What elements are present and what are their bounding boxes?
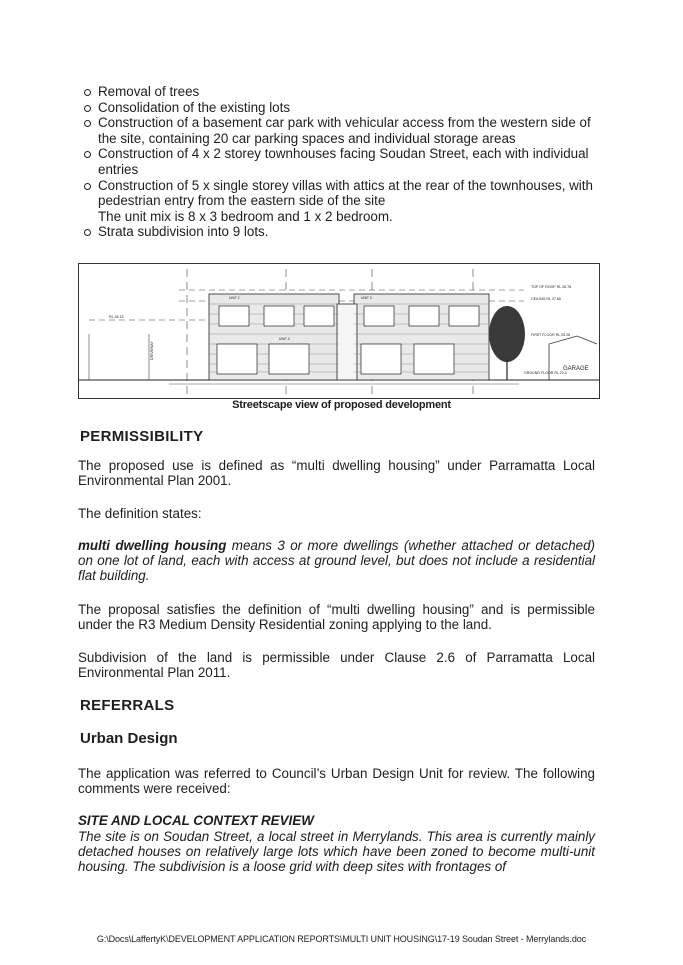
referrals-para-1: The application was referred to Council’s Urban Design Unit for review. The following comments were received: xyxy=(78,766,595,796)
label-left-rl: RL 28.15 xyxy=(109,315,124,319)
bullet-item: Construction of 4 x 2 storey townhouses facing Soudan Street, each with individual entries xyxy=(76,146,606,177)
label-ceiling: CEILING RL 27.65 xyxy=(531,297,561,301)
definition-term: multi dwelling housing xyxy=(78,538,227,553)
permissibility-para-1: The proposed use is defined as “multi dwelling housing” under Parramatta Local Environmental Plan 2001. xyxy=(78,458,595,488)
bullet-item: Removal of trees xyxy=(76,84,606,100)
bullet-item: Consolidation of the existing lots xyxy=(76,100,606,116)
bullet-item: Construction of 5 x single storey villas with attics at the rear of the townhouses, with pedestrian entry from the eastern side of the site xyxy=(76,178,606,209)
document-file-path: G:\Docs\LaffertyK\DEVELOPMENT APPLICATION REPORTS\MULTI UNIT HOUSING\17-19 Soudan Street - Merrylands.doc xyxy=(96,934,587,944)
bullet-item: Construction of a basement car park with vehicular access from the western side of the site, containing 20 car parking spaces and individual storage areas xyxy=(76,115,606,146)
label-top-of-roof: TOP OF ROOF RL 28.78 xyxy=(531,285,572,289)
bullet-continuation: The unit mix is 8 x 3 bedroom and 1 x 2 bedroom. xyxy=(98,208,393,224)
label-driveway: DRIVEWAY xyxy=(150,341,154,360)
definition-text: means 3 or more dwellings (whether attached or detached) on one lot of land, each with access at ground level, but does not include a residential flat building. xyxy=(78,538,595,583)
permissibility-para-5: Subdivision of the land is permissible under Clause 2.6 of Parramatta Local Environmental Plan 2011. xyxy=(78,650,595,680)
heading-urban-design: Urban Design xyxy=(80,730,178,747)
unit-label: UNIT 2 xyxy=(229,296,240,300)
definition-paragraph xyxy=(78,538,595,583)
label-first-floor: FIRST FLOOR RL 25.28 xyxy=(531,333,571,337)
unit-label: UNIT 4 xyxy=(279,337,290,341)
heading-permissibility: PERMISSIBILITY xyxy=(80,428,204,445)
heading-referrals: REFERRALS xyxy=(80,697,175,714)
permissibility-para-2: The definition states: xyxy=(78,506,202,521)
site-context-heading: SITE AND LOCAL CONTEXT REVIEW xyxy=(78,813,314,828)
streetscape-drawing xyxy=(79,264,599,398)
site-context-text: The site is on Soudan Street, a local street in Merrylands. This area is currently mainly detached houses on relatively large lots which have been zoned to become multi-unit housing. The subdivision is a loose grid with deep sites with frontages of xyxy=(78,829,595,874)
permissibility-para-4: The proposal satisfies the definition of “multi dwelling housing” and is permissible under the R3 Medium Density Residential zoning applying to the land. xyxy=(78,602,595,632)
bullet-item: Strata subdivision into 9 lots. xyxy=(76,224,606,240)
label-garage: GARAGE xyxy=(563,366,589,372)
proposal-bullet-list xyxy=(76,84,606,240)
figure-caption: Streetscape view of proposed development xyxy=(232,399,451,411)
label-ground-floor: GROUND FLOOR RL 22.3 xyxy=(524,371,567,375)
unit-label: UNIT 3 xyxy=(361,296,372,300)
streetscape-figure xyxy=(78,263,600,399)
